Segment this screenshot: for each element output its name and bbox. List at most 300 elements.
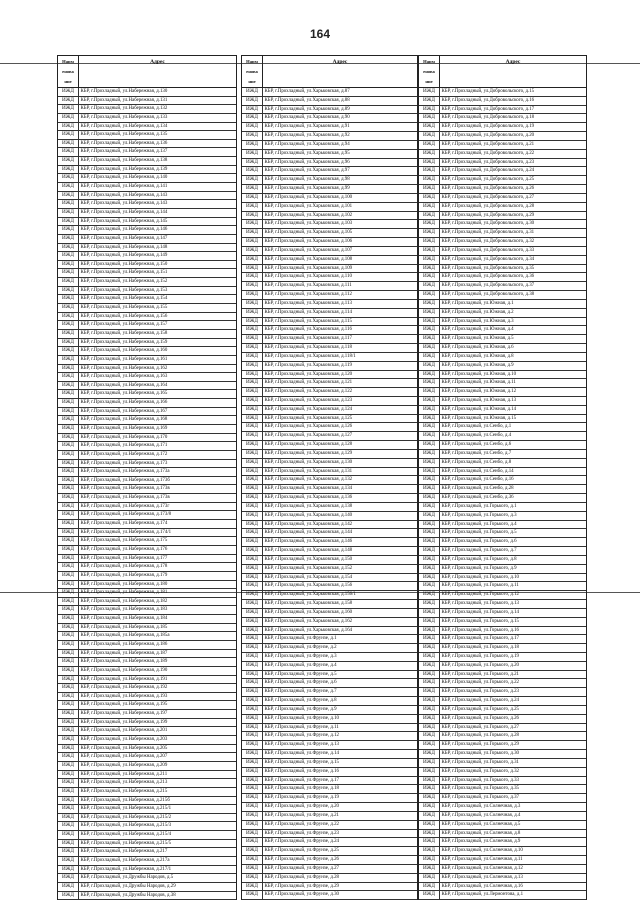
table-row <box>58 425 236 434</box>
row-code: ИЖД <box>419 679 440 687</box>
table-row <box>419 185 586 194</box>
row-code: ИЖД <box>242 123 263 131</box>
row-code: ИЖД <box>242 247 263 255</box>
row-address: КБР, г.Прохладный, ул.Сенбо, д.16 <box>441 477 514 483</box>
table-row <box>242 167 417 176</box>
row-code: ИЖД <box>242 759 263 767</box>
table-row <box>58 174 236 183</box>
table-row <box>242 538 417 547</box>
row-code: ИЖД <box>242 529 263 537</box>
table-row <box>242 326 417 335</box>
table-row <box>419 891 586 900</box>
table-row <box>419 256 586 265</box>
row-address: КБР, г.Прохладный, ул.Набережная, д.135 <box>80 132 168 138</box>
row-address: КБР, г.Прохладный, ул.Добровольского, д.27 <box>441 194 535 200</box>
row-address: КБР, г.Прохладный, ул.Добровольского, д.32 <box>441 239 535 245</box>
table-row <box>58 822 236 831</box>
row-address: КБР, г.Прохладный, ул.Набережная, д.173г <box>80 503 170 509</box>
row-code: ИЖД <box>242 388 263 396</box>
row-code: ИЖД <box>419 803 440 811</box>
row-address: КБР, г.Прохладный, ул.Харьковская, д.131 <box>264 468 353 474</box>
table-row <box>58 485 236 494</box>
table-row <box>58 693 236 702</box>
row-code: ИЖД <box>58 555 79 563</box>
row-code: ИЖД <box>58 123 79 131</box>
row-code: ИЖД <box>58 831 79 839</box>
row-address: КБР, г.Прохладный, ул.Сенбо, д.28 <box>441 486 514 492</box>
row-code: ИЖД <box>58 511 79 519</box>
row-code: ИЖД <box>242 362 263 370</box>
row-code: ИЖД <box>419 114 440 122</box>
row-address: КБР, г.Прохладный, ул.Набережная, д.141 <box>80 184 168 190</box>
row-address: КБР, г.Прохладный, ул.Южная, д.15 <box>441 415 517 421</box>
row-address: КБР, г.Прохладный, ул.Горького, д.30 <box>441 751 519 757</box>
table-row <box>419 574 586 583</box>
row-address: КБР, г.Прохладный, ул.Солнечная, д.11 <box>441 857 523 863</box>
row-address: КБР, г.Прохладный, ул.Набережная, д.130 <box>80 89 168 94</box>
row-address: КБР, г.Прохладный, ул.Солнечная, д.4 <box>441 812 521 818</box>
table-row <box>58 710 236 719</box>
row-address: КБР, г.Прохладный, ул.Набережная, д.185а <box>80 633 170 639</box>
row-address: КБР, г.Прохладный, ул.Харьковская, д.154 <box>264 574 353 580</box>
row-address: КБР, г.Прохладный, ул.Набережная, д.215/4 <box>80 832 172 838</box>
table-row <box>419 379 586 388</box>
table-row <box>242 132 417 141</box>
row-code: ИЖД <box>419 203 440 211</box>
row-code: ИЖД <box>242 167 263 175</box>
row-address: КБР, г.Прохладный, ул.Харьковская, д.106 <box>264 239 353 245</box>
row-address: КБР, г.Прохладный, ул.Харьковская, д.110 <box>264 274 352 280</box>
table-row <box>419 388 586 397</box>
row-address: КБР, г.Прохладный, ул.Набережная, д.143 <box>80 192 168 198</box>
row-address: КБР, г.Прохладный, ул.Фрунзе, д.24 <box>264 839 339 845</box>
table-row <box>58 200 236 209</box>
row-address: КБР, г.Прохладный, ул.Горького, д.35 <box>441 786 519 792</box>
row-address: КБР, г.Прохладный, ул.Харьковская, д.150 <box>264 556 353 562</box>
row-code: ИЖД <box>419 432 440 440</box>
row-address: КБР, г.Прохладный, ул.Фрунзе, д.17 <box>264 777 339 783</box>
table-row <box>58 226 236 235</box>
row-address: КБР, г.Прохладный, ул.Южная, д.13 <box>441 397 517 403</box>
header-name: Наим енова ние <box>242 56 263 87</box>
row-code: ИЖД <box>58 494 79 502</box>
row-code: ИЖД <box>58 822 79 830</box>
table-row <box>58 261 236 270</box>
row-code: ИЖД <box>419 309 440 317</box>
row-address: КБР, г.Прохладный, ул.Харьковская, д.107 <box>264 247 353 253</box>
table-row <box>58 632 236 641</box>
row-code: ИЖД <box>58 321 79 329</box>
row-code: ИЖД <box>58 460 79 468</box>
row-address: КБР, г.Прохладный, ул.Набережная, д.199 <box>80 719 168 725</box>
row-address: КБР, г.Прохладный, ул.Набережная, д.171 <box>80 443 168 449</box>
row-code: ИЖД <box>242 741 263 749</box>
row-code: ИЖД <box>419 865 440 873</box>
table-row <box>242 865 417 874</box>
row-address: КБР, г.Прохладный, ул.Сенбо, д.1 <box>441 424 512 430</box>
row-address: КБР, г.Прохладный, ул.Горького, д.11 <box>441 583 519 589</box>
row-address: КБР, г.Прохладный, ул.Фрунзе, д.7 <box>264 689 337 695</box>
row-address: КБР, г.Прохладный, ул.Харьковская, д.112 <box>264 292 352 298</box>
row-address: КБР, г.Прохладный, ул.Харьковская, д.94 <box>264 141 350 147</box>
row-code: ИЖД <box>58 261 79 269</box>
table-row <box>242 212 417 221</box>
row-address: КБР, г.Прохладный, ул.Добровольского, д.15 <box>441 89 535 94</box>
row-address: КБР, г.Прохладный, ул.Дружбы Народов, д.5 <box>80 875 174 881</box>
row-code: ИЖД <box>419 891 440 899</box>
table-row <box>58 477 236 486</box>
table-row <box>419 97 586 106</box>
row-address: КБР, г.Прохладный, ул.Набережная, д.193 <box>80 693 168 699</box>
table-row <box>419 503 586 512</box>
row-address: КБР, г.Прохладный, ул.Южная, д.3 <box>441 318 514 324</box>
row-address: КБР, г.Прохладный, ул.Набережная, д.191 <box>80 676 168 682</box>
row-address: КБР, г.Прохладный, ул.Горького, д.10 <box>441 574 519 580</box>
row-code: ИЖД <box>419 106 440 114</box>
row-address: КБР, г.Прохладный, ул.Фрунзе, д.19 <box>264 795 339 801</box>
table-row <box>419 724 586 733</box>
table-row <box>419 371 586 380</box>
table-row <box>242 856 417 865</box>
table-row <box>58 667 236 676</box>
row-code: ИЖД <box>58 529 79 537</box>
table-row <box>419 441 586 450</box>
row-address: КБР, г.Прохладный, ул.Набережная, д.169 <box>80 425 168 431</box>
table-row <box>419 547 586 556</box>
row-address: КБР, г.Прохладный, ул.Фрунзе, д.29 <box>264 883 339 889</box>
row-address: КБР, г.Прохладный, ул.Солнечная, д.10 <box>441 848 523 854</box>
table-rows <box>241 88 418 900</box>
row-code: ИЖД <box>419 538 440 546</box>
row-address: КБР, г.Прохладный, ул.Набережная, д.137 <box>80 149 168 155</box>
row-code: ИЖД <box>58 779 79 787</box>
table-row <box>58 278 236 287</box>
table-row <box>242 874 417 883</box>
row-address: КБР, г.Прохладный, ул.Фрунзе, д.22 <box>264 821 339 827</box>
table-row <box>419 247 586 256</box>
table-row <box>242 750 417 759</box>
row-address: КБР, г.Прохладный, ул.Харьковская, д.99 <box>264 186 350 192</box>
row-code: ИЖД <box>58 166 79 174</box>
row-address: КБР, г.Прохладный, ул.Харьковская, д.97 <box>264 168 350 174</box>
row-code: ИЖД <box>242 874 263 882</box>
table-row <box>58 399 236 408</box>
row-address: КБР, г.Прохладный, ул.Харьковская, д.140 <box>264 512 353 518</box>
row-code: ИЖД <box>419 123 440 131</box>
table-row <box>58 840 236 849</box>
row-code: ИЖД <box>419 794 440 802</box>
row-code: ИЖД <box>242 653 263 661</box>
table-row <box>242 141 417 150</box>
row-code: ИЖД <box>58 382 79 390</box>
row-code: ИЖД <box>242 132 263 140</box>
table-row <box>58 434 236 443</box>
row-code: ИЖД <box>242 309 263 317</box>
table-row <box>419 821 586 830</box>
table-row <box>419 600 586 609</box>
table-row <box>58 166 236 175</box>
row-address: КБР, г.Прохладный, ул.Набережная, д.190 <box>80 667 168 673</box>
row-code: ИЖД <box>419 150 440 158</box>
row-address: КБР, г.Прохладный, ул.Горького, д.16 <box>441 627 519 633</box>
row-address: КБР, г.Прохладный, ул.Набережная, д.176 <box>80 546 168 552</box>
address-table <box>57 55 587 900</box>
row-address: КБР, г.Прохладный, ул.Сенбо, д.6 <box>441 442 512 448</box>
row-code: ИЖД <box>242 865 263 873</box>
row-code: ИЖД <box>242 521 263 529</box>
table-row <box>242 203 417 212</box>
table-row <box>58 503 236 512</box>
row-address: КБР, г.Прохладный, ул.Сенбо, д.14 <box>441 468 514 474</box>
table-row <box>58 589 236 598</box>
table-row <box>419 750 586 759</box>
row-code: ИЖД <box>58 641 79 649</box>
table-row <box>242 627 417 636</box>
row-address: КБР, г.Прохладный, ул.Набережная, д.163 <box>80 374 168 380</box>
row-address: КБР, г.Прохладный, ул.Добровольского, д.20 <box>441 133 535 139</box>
row-code: ИЖД <box>242 785 263 793</box>
table-row <box>419 556 586 565</box>
row-address: КБР, г.Прохладный, ул.Набережная, д.207 <box>80 754 168 760</box>
table-row <box>419 132 586 141</box>
table-row <box>419 141 586 150</box>
table-row <box>242 300 417 309</box>
table-row <box>58 866 236 875</box>
row-address: КБР, г.Прохладный, ул.Добровольского, д.25 <box>441 177 535 183</box>
table-row <box>242 220 417 229</box>
row-code: ИЖД <box>242 415 263 423</box>
table-row <box>419 459 586 468</box>
row-code: ИЖД <box>242 379 263 387</box>
row-code: ИЖД <box>58 563 79 571</box>
row-code: ИЖД <box>58 105 79 113</box>
table-row <box>419 618 586 627</box>
row-address: КБР, г.Прохладный, ул.Горького, д.1 <box>441 503 517 509</box>
table-row <box>242 600 417 609</box>
row-code: ИЖД <box>58 581 79 589</box>
row-address: КБР, г.Прохладный, ул.Южная, д.14 <box>441 406 517 412</box>
row-code: ИЖД <box>58 269 79 277</box>
table-row <box>242 883 417 892</box>
table-row <box>242 371 417 380</box>
table-row <box>58 701 236 710</box>
row-code: ИЖД <box>242 582 263 590</box>
row-address: КБР, г.Прохладный, ул.Набережная, д.159 <box>80 339 168 345</box>
table-row <box>58 382 236 391</box>
table-row <box>58 892 236 901</box>
table-row <box>419 106 586 115</box>
table-row <box>58 218 236 227</box>
row-code: ИЖД <box>419 247 440 255</box>
row-address: КБР, г.Прохладный, ул.Харьковская, д.116 <box>264 327 352 333</box>
table-row <box>58 157 236 166</box>
page-number: 164 <box>309 27 331 41</box>
row-code: ИЖД <box>242 273 263 281</box>
table-row <box>58 140 236 149</box>
row-address: КБР, г.Прохладный, ул.Южная, д.11 <box>441 380 516 386</box>
row-address: КБР, г.Прохладный, ул.Сенбо, д.4 <box>441 433 512 439</box>
row-address: КБР, г.Прохладный, ул.Харьковская, д.113 <box>264 300 352 306</box>
row-code: ИЖД <box>419 132 440 140</box>
table-row <box>58 347 236 356</box>
row-code: ИЖД <box>419 574 440 582</box>
table-row <box>58 598 236 607</box>
row-code: ИЖД <box>242 318 263 326</box>
row-address: КБР, г.Прохладный, ул.Горького, д.3 <box>441 512 517 518</box>
row-code: ИЖД <box>419 326 440 334</box>
table-row <box>58 771 236 780</box>
table-row <box>419 494 586 503</box>
row-code: ИЖД <box>419 503 440 511</box>
row-code: ИЖД <box>242 671 263 679</box>
row-code: ИЖД <box>58 632 79 640</box>
table-row <box>58 848 236 857</box>
table-row <box>58 373 236 382</box>
row-address: КБР, г.Прохладный, ул.Набережная, д.211 <box>80 771 168 777</box>
row-address: КБР, г.Прохладный, ул.Набережная, д.153 <box>80 287 168 293</box>
row-code: ИЖД <box>58 200 79 208</box>
row-code: ИЖД <box>58 771 79 779</box>
row-address: КБР, г.Прохладный, ул.Харьковская, д.89 <box>264 106 350 112</box>
row-code: ИЖД <box>58 131 79 139</box>
row-address: КБР, г.Прохладный, ул.Фрунзе, д.18 <box>264 786 339 792</box>
table-row <box>242 512 417 521</box>
table-row <box>58 719 236 728</box>
row-code: ИЖД <box>242 644 263 652</box>
row-address: КБР, г.Прохладный, ул.Харьковская, д.144 <box>264 530 353 536</box>
row-code: ИЖД <box>242 812 263 820</box>
row-code: ИЖД <box>419 362 440 370</box>
row-code: ИЖД <box>419 785 440 793</box>
row-address: КБР, г.Прохладный, ул.Харьковская, д.91 <box>264 124 350 130</box>
row-code: ИЖД <box>242 574 263 582</box>
row-address: КБР, г.Прохладный, ул.Набережная, д.175 <box>80 538 168 544</box>
table-row <box>419 212 586 221</box>
row-address: КБР, г.Прохладный, ул.Фрунзе, д.16 <box>264 768 339 774</box>
row-code: ИЖД <box>242 194 263 202</box>
row-code: ИЖД <box>58 287 79 295</box>
row-address: КБР, г.Прохладный, ул.Харьковская, д.156/1 <box>264 592 356 598</box>
row-address: КБР, г.Прохладный, ул.Харьковская, д.124 <box>264 406 353 412</box>
table-row <box>242 468 417 477</box>
row-address: КБР, г.Прохладный, ул.Набережная, д.192 <box>80 685 168 691</box>
row-code: ИЖД <box>58 252 79 260</box>
table-row <box>419 353 586 362</box>
row-code: ИЖД <box>419 777 440 785</box>
table-row <box>58 727 236 736</box>
table-row <box>58 304 236 313</box>
row-code: ИЖД <box>58 866 79 874</box>
table-row <box>242 159 417 168</box>
row-code: ИЖД <box>242 441 263 449</box>
row-code: ИЖД <box>58 624 79 632</box>
row-code: ИЖД <box>419 821 440 829</box>
table-row <box>58 192 236 201</box>
row-code: ИЖД <box>58 174 79 182</box>
row-address: КБР, г.Прохладный, ул.Сенбо, д.36 <box>441 495 514 501</box>
row-address: КБР, г.Прохладный, ул.Добровольского, д.19 <box>441 124 535 130</box>
table-row <box>419 785 586 794</box>
row-code: ИЖД <box>419 468 440 476</box>
table-row <box>242 194 417 203</box>
row-address: КБР, г.Прохладный, ул.Набережная, д.140 <box>80 175 168 181</box>
row-code: ИЖД <box>419 547 440 555</box>
row-address: КБР, г.Прохладный, ул.Горького, д.28 <box>441 733 519 739</box>
table-row <box>58 442 236 451</box>
row-code: ИЖД <box>419 494 440 502</box>
table-row <box>419 856 586 865</box>
row-code: ИЖД <box>242 724 263 732</box>
row-code: ИЖД <box>242 432 263 440</box>
header-address: Адрес <box>505 59 521 65</box>
table-row <box>242 229 417 238</box>
row-address: КБР, г.Прохладный, ул.Фрунзе, д.26 <box>264 857 339 863</box>
row-address: КБР, г.Прохладный, ул.Фрунзе, д.14 <box>264 751 339 757</box>
table-row <box>58 313 236 322</box>
table-row <box>419 565 586 574</box>
row-code: ИЖД <box>58 848 79 856</box>
row-code: ИЖД <box>419 212 440 220</box>
table-row <box>242 662 417 671</box>
row-address: КБР, г.Прохладный, ул.Набережная, д.156 <box>80 313 168 319</box>
row-code: ИЖД <box>419 697 440 705</box>
table-row <box>58 105 236 114</box>
row-code: ИЖД <box>419 556 440 564</box>
row-code: ИЖД <box>58 226 79 234</box>
row-code: ИЖД <box>58 788 79 796</box>
table-row <box>58 269 236 278</box>
row-code: ИЖД <box>58 97 79 105</box>
table-row <box>58 356 236 365</box>
table-row <box>58 676 236 685</box>
row-address: КБР, г.Прохладный, ул.Горького, д.32 <box>441 768 519 774</box>
row-code: ИЖД <box>419 485 440 493</box>
row-code: ИЖД <box>242 291 263 299</box>
row-code: ИЖД <box>242 547 263 555</box>
row-code: ИЖД <box>242 371 263 379</box>
row-code: ИЖД <box>242 300 263 308</box>
table-row <box>58 114 236 123</box>
row-address: КБР, г.Прохладный, ул.Горького, д.13 <box>441 601 519 607</box>
row-address: КБР, г.Прохладный, ул.Горького, д.20 <box>441 662 519 668</box>
table-row <box>242 574 417 583</box>
table-row <box>58 390 236 399</box>
row-code: ИЖД <box>58 589 79 597</box>
row-code: ИЖД <box>58 520 79 528</box>
row-address: КБР, г.Прохладный, ул.Солнечная, д.16 <box>441 883 523 889</box>
table-row <box>58 88 236 97</box>
row-address: КБР, г.Прохладный, ул.Набережная, д.180 <box>80 581 168 587</box>
row-address: КБР, г.Прохладный, ул.Набережная, д.215/5 <box>80 840 172 846</box>
row-address: КБР, г.Прохладный, ул.Харьковская, д.92 <box>264 133 350 139</box>
row-address: КБР, г.Прохладный, ул.Харьковская, д.109 <box>264 265 353 271</box>
row-address: КБР, г.Прохладный, ул.Харьковская, д.111 <box>264 283 352 289</box>
row-code: ИЖД <box>242 794 263 802</box>
row-address: КБР, г.Прохладный, ул.Добровольского, д.37 <box>441 283 535 289</box>
table-column-1 <box>57 55 237 900</box>
table-row <box>242 697 417 706</box>
row-address: КБР, г.Прохладный, ул.Набережная, д.184 <box>80 616 168 622</box>
table-row <box>58 572 236 581</box>
table-row <box>419 476 586 485</box>
row-code: ИЖД <box>242 265 263 273</box>
table-row <box>58 883 236 892</box>
table-row <box>419 874 586 883</box>
table-row <box>58 252 236 261</box>
row-address: КБР, г.Прохладный, ул.Набережная, д.133 <box>80 114 168 120</box>
row-address: КБР, г.Прохладный, ул.Харьковская, д.122 <box>264 389 353 395</box>
row-code: ИЖД <box>58 684 79 692</box>
